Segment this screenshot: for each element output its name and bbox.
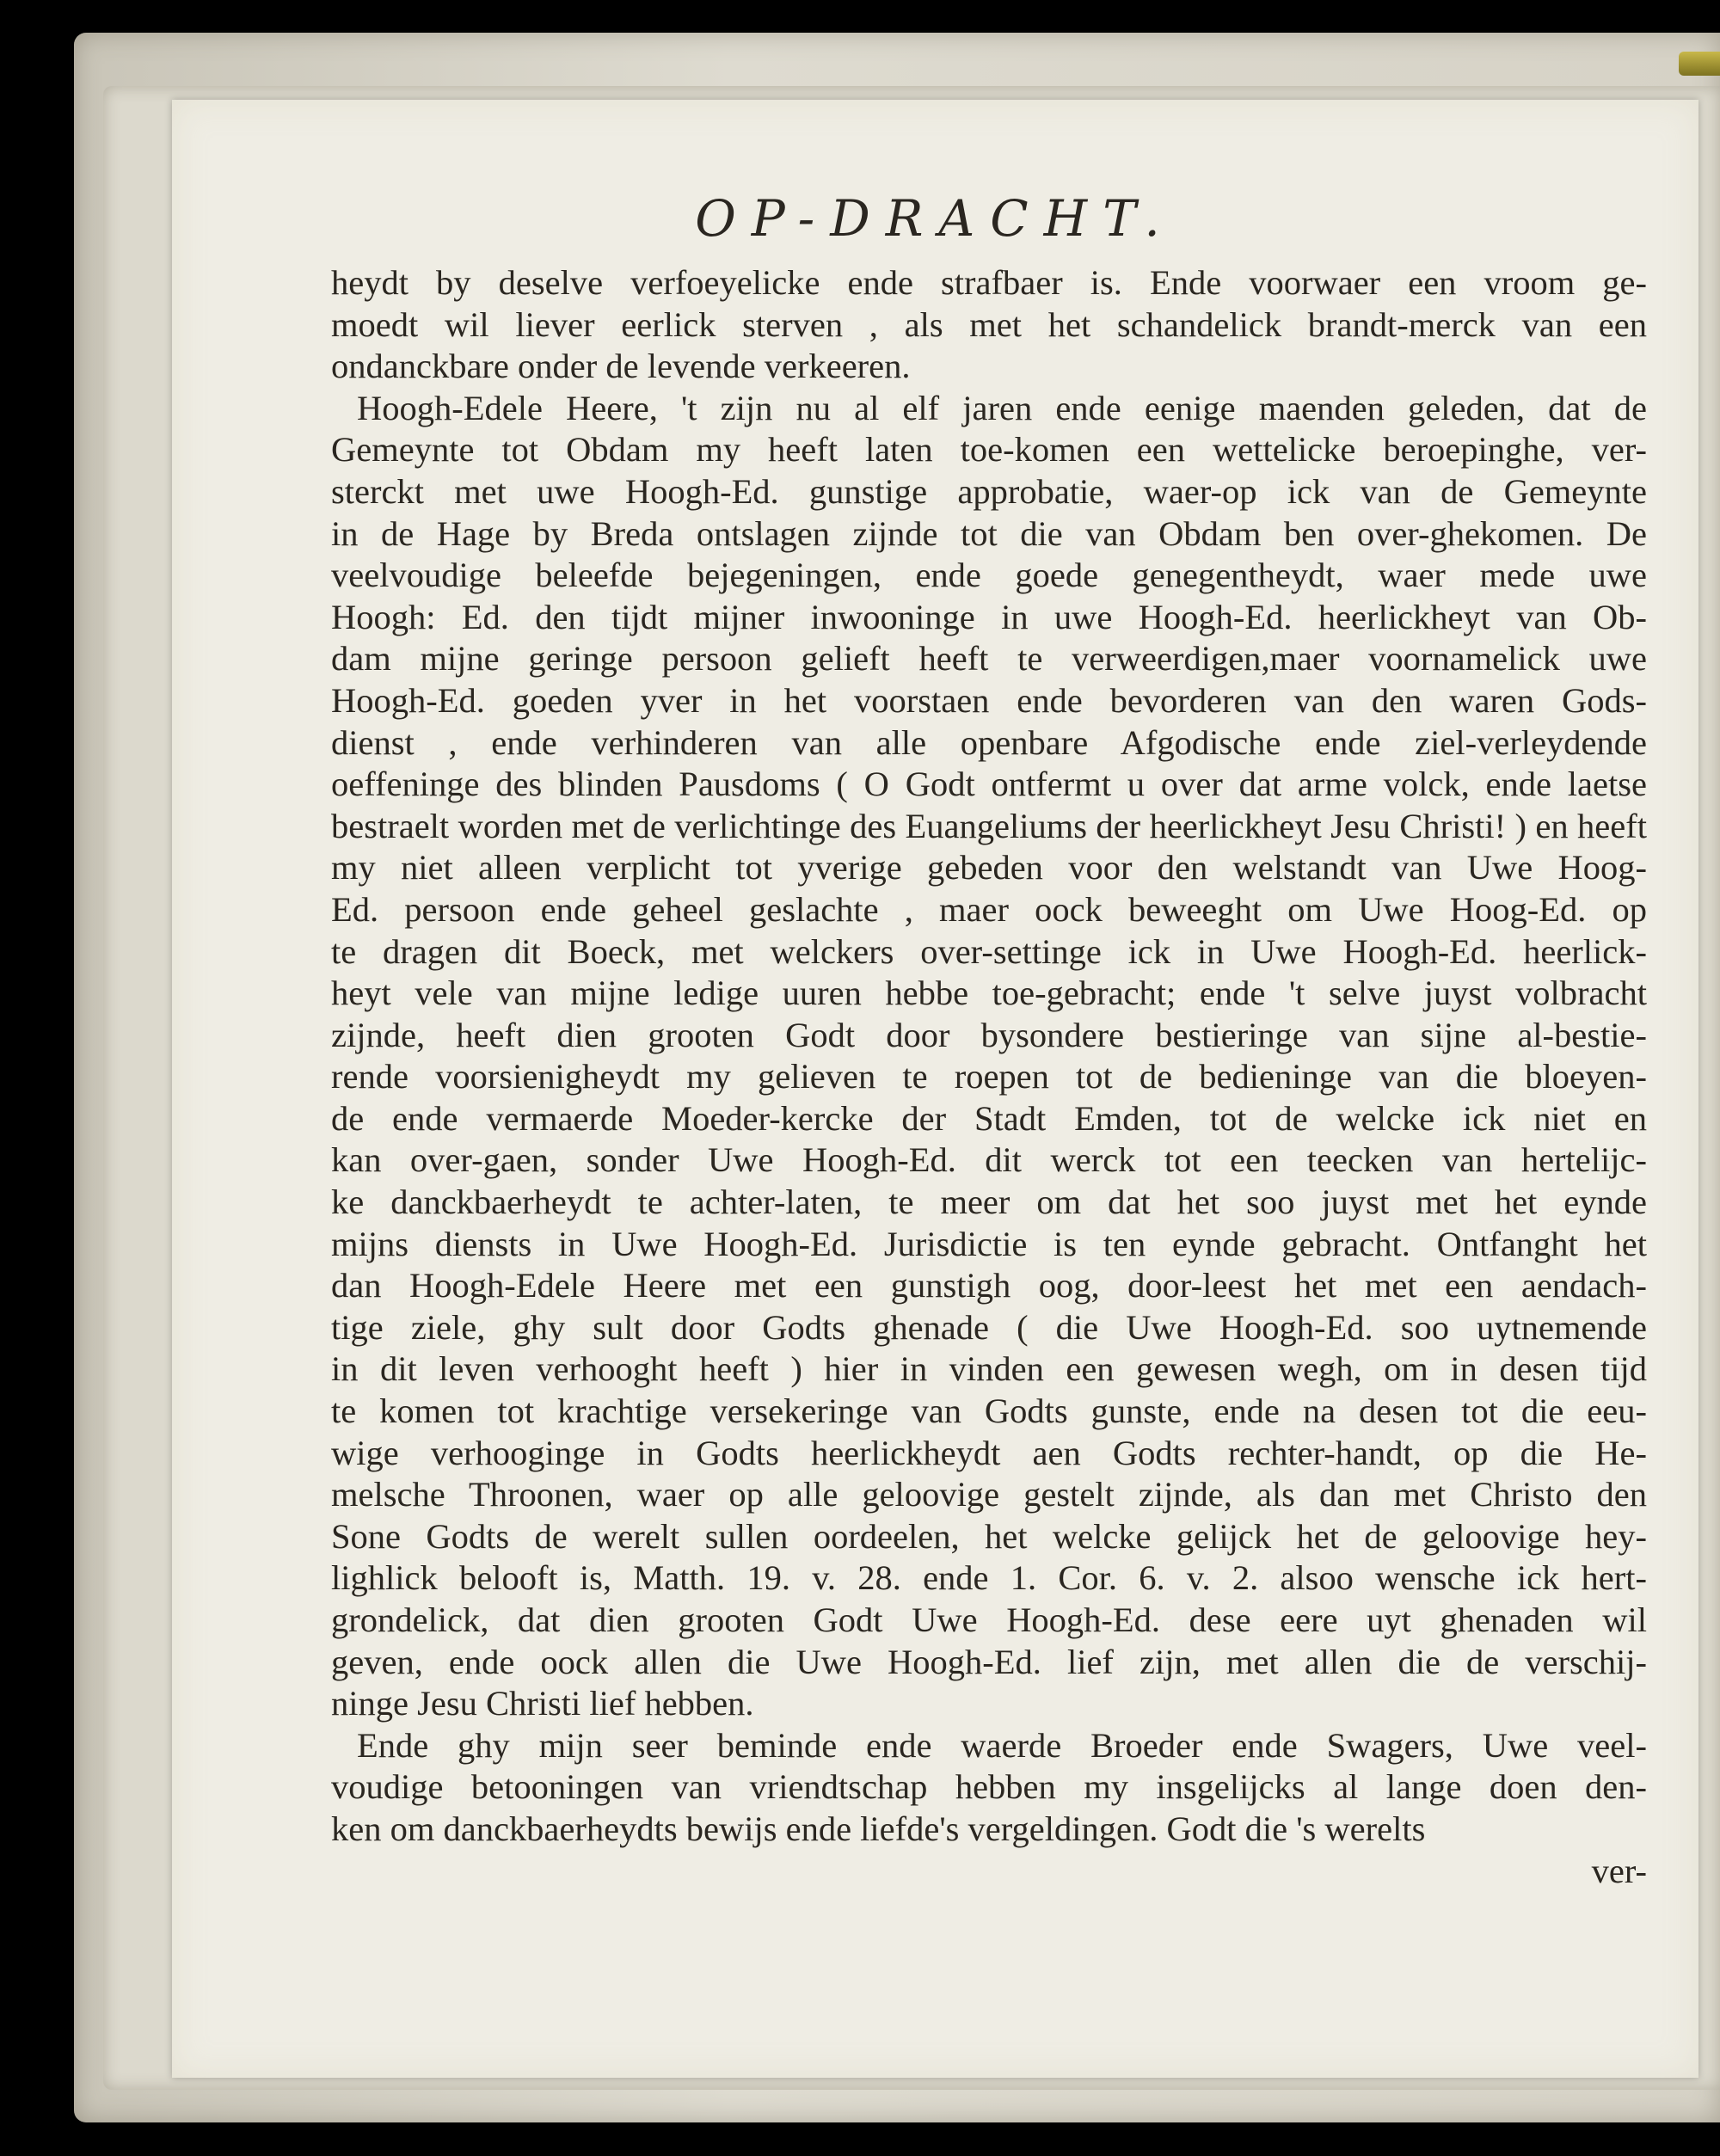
catchword: ver- bbox=[1591, 1852, 1647, 1890]
text-line: te dragen dit Boeck, met welckers over-settinge ick in Uwe Hoogh-Ed. heerlick- bbox=[331, 931, 1647, 971]
text-line: veelvoudige beleefde bejegeningen, ende goede genegentheydt, waer mede uwe bbox=[331, 556, 1647, 595]
text-line: dan Hoogh-Edele Heere met een gunstigh oog, door-leest het met een aendach- bbox=[331, 1266, 1647, 1305]
text-line: oeffeninge des blinden Pausdoms ( O Godt ontfermt u over dat arme volck, ende laetse bbox=[331, 765, 1647, 804]
text-line: kan over-gaen, sonder Uwe Hoogh-Ed. dit werck tot een teecken van hertelijc- bbox=[331, 1140, 1647, 1180]
text-line: grondelick, dat dien grooten Godt Uwe Hoogh-Ed. dese eere uyt ghenaden wil bbox=[331, 1600, 1647, 1639]
text-line: te komen tot krachtige versekeringe van Godts gunste, ende na desen tot die eeu- bbox=[331, 1391, 1647, 1431]
body-text bbox=[331, 262, 1647, 1851]
text-line: Gemeynte tot Obdam my heeft laten toe-komen een wettelicke beroepinghe, ver- bbox=[331, 430, 1647, 470]
text-line: Ende ghy mijn seer beminde ende waerde Broeder ende Swagers, Uwe veel- bbox=[357, 1725, 1647, 1765]
clasp-icon bbox=[1679, 52, 1720, 76]
text-line: Sone Godts de werelt sullen oordeelen, het welcke gelijck het de geloovige hey- bbox=[331, 1516, 1647, 1556]
text-line: ninge Jesu Christi lief hebben. bbox=[331, 1684, 754, 1723]
text-line: geven, ende oock allen die Uwe Hoogh-Ed. lief zijn, met allen die de verschij- bbox=[331, 1642, 1647, 1681]
text-line: Ed. persoon ende geheel geslachte , maer oock beweeght om Uwe Hoog-Ed. op bbox=[331, 889, 1647, 929]
text-line: heydt by deselve verfoeyelicke ende strafbaer is. Ende voorwaer een vroom ge- bbox=[331, 263, 1647, 302]
text-line: heyt vele van mijne ledige uuren hebbe toe-gebracht; ende 't selve juyst volbracht bbox=[331, 974, 1647, 1013]
text-line: ke danckbaerheydt te achter-laten, te meer om dat het soo juyst met het eynde bbox=[331, 1182, 1647, 1222]
text-line: zijnde, heeft dien grooten Godt door bysondere bestieringe van sijne al-bestie- bbox=[331, 1015, 1647, 1054]
text-line: Hoogh-Ed. goeden yver in het voorstaen ende bevorderen van den waren Gods- bbox=[331, 680, 1647, 720]
text-line: rende voorsienigheydt my gelieven te roepen tot de bedieninge van die bloeyen- bbox=[331, 1057, 1647, 1096]
text-line: my niet alleen verplicht tot yverige gebeden voor den welstandt van Uwe Hoog- bbox=[331, 848, 1647, 888]
text-line: ken om danckbaerheydts bewijs ende liefde's vergeldingen. Godt die 's werelts bbox=[331, 1809, 1426, 1848]
text-line: mijns diensts in Uwe Hoogh-Ed. Jurisdictie is ten eynde gebracht. Ontfanght het bbox=[331, 1224, 1647, 1263]
text-line: lighlick belooft is, Matth. 19. v. 28. ende 1. Cor. 6. v. 2. alsoo wensche ick hert- bbox=[331, 1558, 1647, 1598]
text-line: in dit leven verhooght heeft ) hier in vinden een gewesen wegh, om in desen tijd bbox=[331, 1349, 1647, 1389]
text-line: in de Hage by Breda ontslagen zijnde tot die van Obdam ben over-ghekomen. De bbox=[331, 513, 1647, 553]
text-line: Hoogh-Edele Heere, 't zijn nu al elf jaren ende eenige maenden geleden, dat de bbox=[357, 388, 1647, 427]
text-line: bestraelt worden met de verlichtinge des Euangeliums der heerlickheyt Jesu Christi! ) en heeft bbox=[331, 806, 1647, 845]
text-line: ondanckbare onder de levende verkeeren. bbox=[331, 347, 911, 386]
text-line: de ende vermaerde Moeder-kercke der Stadt Emden, tot de welcke ick niet en bbox=[331, 1098, 1647, 1138]
text-line: dam mijne geringe persoon gelieft heeft te verweerdigen,maer voornamelick uwe bbox=[331, 639, 1647, 679]
text-line: wige verhooginge in Godts heerlickheydt aen Godts rechter-handt, op die He- bbox=[331, 1433, 1647, 1472]
text-line: moedt wil liever eerlick sterven , als met het schandelick brandt-merck van een bbox=[331, 304, 1647, 344]
text-line: sterckt met uwe Hoogh-Ed. gunstige approbatie, waer-op ick van de Gemeynte bbox=[331, 471, 1647, 511]
text-line: tige ziele, ghy sult door Godts ghenade ( die Uwe Hoogh-Ed. soo uytnemende bbox=[331, 1307, 1647, 1347]
text-line: Hoogh: Ed. den tijdt mijner inwooninge in uwe Hoogh-Ed. heerlickheyt van Ob- bbox=[331, 597, 1647, 636]
text-line: voudige betooningen van vriendtschap hebben my insgelijcks al lange doen den- bbox=[331, 1767, 1647, 1807]
text-line: dienst , ende verhinderen van alle openbare Afgodische ende ziel-verleydende bbox=[331, 722, 1647, 762]
running-head: OP-DRACHT. bbox=[695, 189, 1176, 248]
text-line: melsche Throonen, waer op alle geloovige gestelt zijnde, als dan met Christo den bbox=[331, 1475, 1647, 1514]
